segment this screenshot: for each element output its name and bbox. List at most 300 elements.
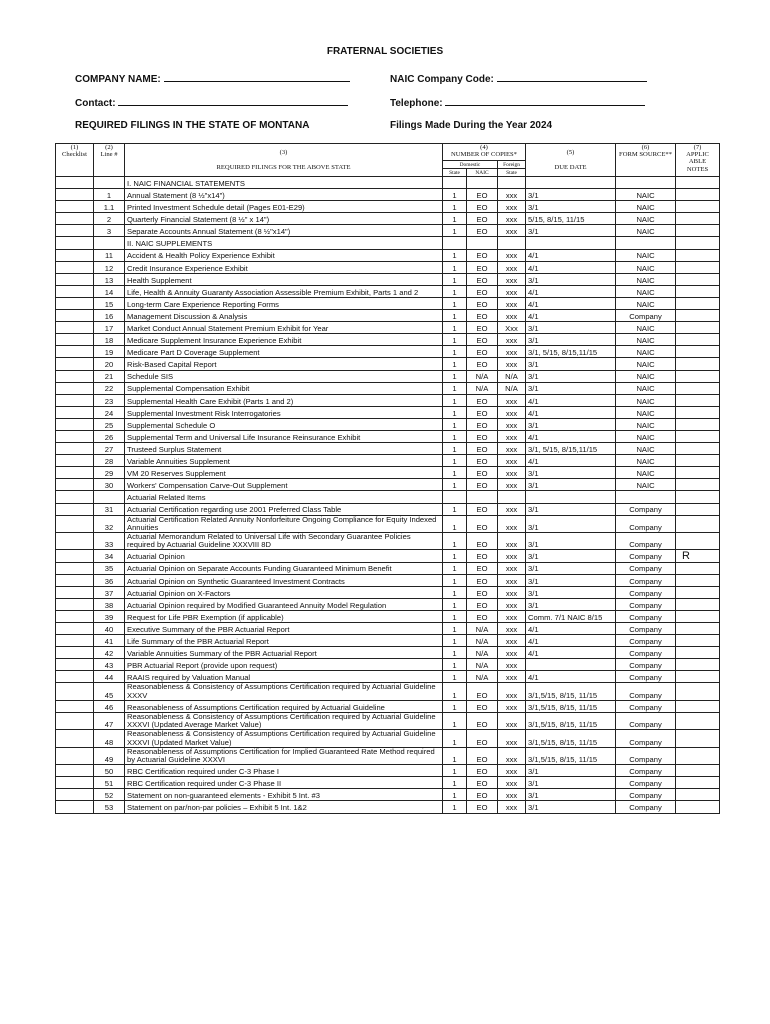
section-row <box>56 491 720 503</box>
line-number-cell: 24 <box>94 406 125 418</box>
notes-cell <box>676 491 720 503</box>
checklist-cell[interactable] <box>56 370 94 382</box>
form-source-cell: Company <box>616 801 676 813</box>
telephone-blank[interactable] <box>445 96 645 106</box>
notes-cell <box>676 635 720 647</box>
naic-copies-cell: EO <box>467 455 498 467</box>
state-copies-cell: 1 <box>443 430 467 442</box>
filing-description-cell: Trusteed Surplus Statement <box>125 443 443 455</box>
checklist-cell[interactable] <box>56 249 94 261</box>
notes-cell <box>676 177 720 189</box>
line-number-cell: 16 <box>94 310 125 322</box>
checklist-cell[interactable] <box>56 533 94 550</box>
table-row <box>56 201 720 213</box>
foreign-copies-cell: xxx <box>498 550 526 562</box>
checklist-cell[interactable] <box>56 261 94 273</box>
col-state-header: State <box>443 169 467 177</box>
contact-blank[interactable] <box>118 96 348 106</box>
foreign-copies-cell: xxx <box>498 562 526 574</box>
col-copies-label: NUMBER OF COPIES* <box>451 151 517 159</box>
line-number-cell: 14 <box>94 285 125 297</box>
due-date-cell: 3/1, 5/15, 8/15,11/15 <box>526 443 616 455</box>
checklist-cell[interactable] <box>56 635 94 647</box>
form-source-cell: NAIC <box>616 455 676 467</box>
state-copies-cell: 1 <box>443 659 467 671</box>
due-date-cell: 3/1 <box>526 201 616 213</box>
checklist-cell[interactable] <box>56 334 94 346</box>
due-date-cell: 4/1 <box>526 394 616 406</box>
form-source-cell: NAIC <box>616 334 676 346</box>
foreign-copies-cell: xxx <box>498 503 526 515</box>
form-source-cell: NAIC <box>616 406 676 418</box>
table-row <box>56 789 720 801</box>
due-date-cell: 4/1 <box>526 310 616 322</box>
form-source-cell: NAIC <box>616 418 676 430</box>
foreign-copies-cell: N/A <box>498 382 526 394</box>
checklist-cell[interactable] <box>56 610 94 622</box>
filing-description-cell: Actuarial Opinion required by Modified Guaranteed Annuity Model Regulation <box>125 598 443 610</box>
line-number-cell: 26 <box>94 430 125 442</box>
state-copies-cell: 1 <box>443 467 467 479</box>
due-date-cell: 3/1 <box>526 467 616 479</box>
foreign-copies-cell: xxx <box>498 574 526 586</box>
foreign-copies-cell: xxx <box>498 610 526 622</box>
notes-cell <box>676 550 720 562</box>
form-source-cell: Company <box>616 647 676 659</box>
col-foreign-header: Foreign <box>498 161 526 169</box>
form-source-cell: Company <box>616 503 676 515</box>
foreign-copies-cell: xxx <box>498 225 526 237</box>
filing-description-cell: Life Summary of the PBR Actuarial Report <box>125 635 443 647</box>
foreign-copies-cell <box>498 491 526 503</box>
notes-cell <box>676 479 720 491</box>
checklist-cell[interactable] <box>56 189 94 201</box>
table-row <box>56 370 720 382</box>
line-number-cell: 2 <box>94 213 125 225</box>
note-mark: R <box>682 550 690 563</box>
checklist-cell[interactable] <box>56 346 94 358</box>
notes-cell <box>676 647 720 659</box>
due-date-cell: 3/1 <box>526 358 616 370</box>
state-copies-cell: 1 <box>443 586 467 598</box>
table-row <box>56 310 720 322</box>
notes-cell <box>676 747 720 764</box>
form-source-cell: NAIC <box>616 322 676 334</box>
checklist-cell[interactable] <box>56 406 94 418</box>
due-date-cell: 4/1 <box>526 406 616 418</box>
due-date-cell <box>526 491 616 503</box>
foreign-copies-cell: xxx <box>498 777 526 789</box>
filing-description-cell: Statement on par/non-par policies – Exhibit 5 Int. 1&2 <box>125 801 443 813</box>
checklist-cell[interactable] <box>56 586 94 598</box>
state-copies-cell: 1 <box>443 443 467 455</box>
checklist-cell[interactable] <box>56 273 94 285</box>
line-number-cell: 17 <box>94 322 125 334</box>
checklist-cell[interactable] <box>56 700 94 712</box>
filing-description-cell: Variable Annuities Supplement <box>125 455 443 467</box>
form-source-cell: Company <box>616 777 676 789</box>
naic-copies-cell: EO <box>467 550 498 562</box>
form-source-cell: Company <box>616 671 676 683</box>
naic-copies-cell: EO <box>467 418 498 430</box>
foreign-copies-cell <box>498 237 526 249</box>
page-title: FRATERNAL SOCIETIES <box>326 46 444 57</box>
naic-copies-cell: EO <box>467 503 498 515</box>
checklist-cell[interactable] <box>56 297 94 309</box>
due-date-cell: 4/1 <box>526 647 616 659</box>
line-number-cell: 50 <box>94 765 125 777</box>
checklist-cell[interactable] <box>56 213 94 225</box>
form-source-cell: Company <box>616 562 676 574</box>
filing-description-cell: Long-term Care Experience Reporting Forms <box>125 297 443 309</box>
notes-cell <box>676 455 720 467</box>
naic-copies-cell: N/A <box>467 370 498 382</box>
col-filings-num: (3) <box>279 148 288 156</box>
state-copies-cell: 1 <box>443 533 467 550</box>
line-number-cell: 1 <box>94 189 125 201</box>
notes-cell <box>676 370 720 382</box>
form-source-cell: Company <box>616 659 676 671</box>
naic-copies-cell: EO <box>467 201 498 213</box>
due-date-cell: 3/1 <box>526 789 616 801</box>
checklist-cell[interactable] <box>56 623 94 635</box>
naic-copies-cell: EO <box>467 789 498 801</box>
foreign-copies-cell: xxx <box>498 586 526 598</box>
notes-cell <box>676 623 720 635</box>
foreign-copies-cell: xxx <box>498 801 526 813</box>
foreign-copies-cell: Xxx <box>498 322 526 334</box>
checklist-cell[interactable] <box>56 358 94 370</box>
foreign-copies-cell: xxx <box>498 479 526 491</box>
checklist-cell[interactable] <box>56 491 94 503</box>
state-copies-cell: 1 <box>443 574 467 586</box>
form-source-cell: NAIC <box>616 382 676 394</box>
checklist-cell[interactable] <box>56 747 94 764</box>
naic-copies-cell: N/A <box>467 635 498 647</box>
col-line-label: Line # <box>100 151 118 159</box>
foreign-copies-cell: xxx <box>498 533 526 550</box>
checklist-cell[interactable] <box>56 455 94 467</box>
state-copies-cell: 1 <box>443 455 467 467</box>
state-copies-cell: 1 <box>443 273 467 285</box>
checklist-cell[interactable] <box>56 801 94 813</box>
checklist-cell[interactable] <box>56 671 94 683</box>
naic-copies-cell: EO <box>467 213 498 225</box>
form-source-cell: Company <box>616 712 676 729</box>
filing-description-cell: Actuarial Certification regarding use 2001 Preferred Class Table <box>125 503 443 515</box>
state-copies-cell: 1 <box>443 418 467 430</box>
table-row <box>56 598 720 610</box>
notes-cell <box>676 777 720 789</box>
filing-description-cell: Actuarial Memorandum Related to Universal Life with Secondary Guarantee Policies required by Actuarial Guideline XXXVIII 8D <box>125 533 443 550</box>
state-copies-cell <box>443 237 467 249</box>
naic-copies-cell: EO <box>467 189 498 201</box>
contact-label: Contact: <box>75 98 116 109</box>
foreign-copies-cell: xxx <box>498 213 526 225</box>
table-row <box>56 712 720 729</box>
naic-copies-cell: EO <box>467 479 498 491</box>
checklist-cell[interactable] <box>56 562 94 574</box>
state-copies-cell: 1 <box>443 358 467 370</box>
state-copies-cell: 1 <box>443 406 467 418</box>
col-notes-header <box>676 144 720 177</box>
filing-description-cell: Risk-Based Capital Report <box>125 358 443 370</box>
filing-description-cell: Annual Statement (8 ½"x14") <box>125 189 443 201</box>
filing-description-cell: RAAIS required by Valuation Manual <box>125 671 443 683</box>
notes-cell <box>676 610 720 622</box>
checklist-cell[interactable] <box>56 712 94 729</box>
checklist-cell[interactable] <box>56 765 94 777</box>
table-row <box>56 285 720 297</box>
table-row <box>56 515 720 532</box>
table-row <box>56 550 720 562</box>
notes-cell <box>676 562 720 574</box>
due-date-cell: 4/1 <box>526 249 616 261</box>
filing-description-cell: Printed Investment Schedule detail (Pages E01-E29) <box>125 201 443 213</box>
state-copies-cell: 1 <box>443 249 467 261</box>
line-number-cell: 34 <box>94 550 125 562</box>
state-copies-cell: 1 <box>443 801 467 813</box>
filing-description-cell: RBC Certification required under C-3 Phase I <box>125 765 443 777</box>
state-copies-cell: 1 <box>443 310 467 322</box>
table-row <box>56 777 720 789</box>
telephone-field[interactable] <box>390 96 645 109</box>
due-date-cell: 3/1,5/15, 8/15, 11/15 <box>526 700 616 712</box>
filing-description-cell: PBR Actuarial Report (provide upon request) <box>125 659 443 671</box>
naic-code-blank[interactable] <box>497 72 647 82</box>
state-copies-cell: 1 <box>443 747 467 764</box>
due-date-cell: 4/1 <box>526 297 616 309</box>
naic-copies-cell: EO <box>467 765 498 777</box>
checklist-cell[interactable] <box>56 503 94 515</box>
checklist-cell[interactable] <box>56 467 94 479</box>
table-row <box>56 635 720 647</box>
due-date-cell: 4/1 <box>526 635 616 647</box>
notes-cell <box>676 201 720 213</box>
foreign-copies-cell <box>498 177 526 189</box>
due-date-cell: 3/1,5/15, 8/15, 11/15 <box>526 712 616 729</box>
filing-description-cell: Supplemental Schedule O <box>125 418 443 430</box>
naic-code-label: NAIC Company Code: <box>390 74 494 85</box>
notes-cell <box>676 467 720 479</box>
notes-cell <box>676 418 720 430</box>
table-row <box>56 562 720 574</box>
checklist-cell[interactable] <box>56 443 94 455</box>
due-date-cell: 3/1 <box>526 418 616 430</box>
col-checklist-label: Checklist <box>62 151 87 159</box>
checklist-cell[interactable] <box>56 310 94 322</box>
naic-copies-cell: EO <box>467 346 498 358</box>
notes-cell <box>676 346 720 358</box>
company-name-label: COMPANY NAME: <box>75 74 161 85</box>
foreign-copies-cell: xxx <box>498 712 526 729</box>
notes-cell <box>676 297 720 309</box>
filing-description-cell: Request for Life PBR Exemption (if applicable) <box>125 610 443 622</box>
naic-copies-cell: EO <box>467 358 498 370</box>
state-copies-cell: 1 <box>443 712 467 729</box>
naic-copies-cell: EO <box>467 394 498 406</box>
naic-copies-cell: N/A <box>467 659 498 671</box>
notes-cell <box>676 213 720 225</box>
filing-description-cell: Reasonableness & Consistency of Assumptions Certification required by Actuarial Guideline XXXVI (Updated Market Value) <box>125 730 443 747</box>
notes-cell <box>676 430 720 442</box>
foreign-copies-cell: xxx <box>498 443 526 455</box>
form-source-cell: Company <box>616 610 676 622</box>
checklist-cell[interactable] <box>56 237 94 249</box>
line-number-cell: 3 <box>94 225 125 237</box>
naic-copies-cell: EO <box>467 515 498 532</box>
checklist-cell[interactable] <box>56 394 94 406</box>
due-date-cell: 3/1 <box>526 801 616 813</box>
checklist-cell[interactable] <box>56 382 94 394</box>
checklist-cell[interactable] <box>56 225 94 237</box>
naic-copies-cell: EO <box>467 730 498 747</box>
naic-copies-cell <box>467 237 498 249</box>
naic-copies-cell: EO <box>467 334 498 346</box>
line-number-cell: 38 <box>94 598 125 610</box>
section-heading: II. NAIC SUPPLEMENTS <box>125 237 443 249</box>
filing-description-cell: Statement on non-guaranteed elements - Exhibit 5 Int. #3 <box>125 789 443 801</box>
filing-description-cell: Workers' Compensation Carve-Out Supplement <box>125 479 443 491</box>
foreign-copies-cell: xxx <box>498 346 526 358</box>
form-source-cell: NAIC <box>616 370 676 382</box>
line-number-cell: 33 <box>94 533 125 550</box>
filing-description-cell: Actuarial Opinion <box>125 550 443 562</box>
naic-code-field[interactable] <box>390 72 647 85</box>
checklist-cell[interactable] <box>56 659 94 671</box>
foreign-copies-cell: xxx <box>498 683 526 700</box>
notes-cell <box>676 310 720 322</box>
checklist-cell[interactable] <box>56 322 94 334</box>
filing-description-cell: Credit Insurance Experience Exhibit <box>125 261 443 273</box>
due-date-cell: 4/1 <box>526 285 616 297</box>
form-source-cell: Company <box>616 683 676 700</box>
checklist-cell[interactable] <box>56 430 94 442</box>
checklist-cell[interactable] <box>56 515 94 532</box>
checklist-cell[interactable] <box>56 777 94 789</box>
col-checklist-num: (1) <box>70 144 79 151</box>
checklist-cell[interactable] <box>56 418 94 430</box>
table-row <box>56 213 720 225</box>
notes-cell <box>676 285 720 297</box>
foreign-copies-cell: xxx <box>498 671 526 683</box>
checklist-cell[interactable] <box>56 683 94 700</box>
naic-copies-cell: N/A <box>467 647 498 659</box>
form-source-cell: NAIC <box>616 285 676 297</box>
table-row <box>56 647 720 659</box>
notes-cell <box>676 394 720 406</box>
form-source-cell: NAIC <box>616 201 676 213</box>
checklist-cell[interactable] <box>56 479 94 491</box>
naic-copies-cell: EO <box>467 801 498 813</box>
state-copies-cell: 1 <box>443 515 467 532</box>
line-number-cell: 49 <box>94 747 125 764</box>
foreign-copies-cell: xxx <box>498 285 526 297</box>
notes-cell <box>676 189 720 201</box>
state-copies-cell: 1 <box>443 598 467 610</box>
form-source-cell: Company <box>616 515 676 532</box>
state-copies-cell: 1 <box>443 700 467 712</box>
state-copies-cell: 1 <box>443 671 467 683</box>
form-source-cell: NAIC <box>616 358 676 370</box>
naic-copies-cell <box>467 177 498 189</box>
notes-cell <box>676 237 720 249</box>
form-source-cell: Company <box>616 765 676 777</box>
foreign-copies-cell: N/A <box>498 370 526 382</box>
form-source-cell: Company <box>616 635 676 647</box>
form-source-cell: NAIC <box>616 249 676 261</box>
form-source-cell: NAIC <box>616 213 676 225</box>
contact-field[interactable] <box>75 96 348 109</box>
state-copies-cell: 1 <box>443 346 467 358</box>
form-source-cell: Company <box>616 574 676 586</box>
naic-copies-cell: EO <box>467 406 498 418</box>
state-copies-cell: 1 <box>443 261 467 273</box>
line-number-cell: 47 <box>94 712 125 729</box>
table-row <box>56 418 720 430</box>
due-date-cell: 3/1 <box>526 598 616 610</box>
col-source-num: (6) <box>641 144 650 151</box>
table-row <box>56 297 720 309</box>
state-copies-cell: 1 <box>443 550 467 562</box>
checklist-cell[interactable] <box>56 730 94 747</box>
due-date-cell: 3/1 <box>526 765 616 777</box>
checklist-cell[interactable] <box>56 201 94 213</box>
table-row <box>56 225 720 237</box>
filing-description-cell: Life, Health & Annuity Guaranty Association Assessible Premium Exhibit, Parts 1 and 2 <box>125 285 443 297</box>
naic-copies-cell: EO <box>467 467 498 479</box>
company-name-blank[interactable] <box>164 72 350 82</box>
checklist-cell[interactable] <box>56 574 94 586</box>
state-copies-cell: 1 <box>443 322 467 334</box>
form-source-cell: NAIC <box>616 443 676 455</box>
filing-description-cell: Health Supplement <box>125 273 443 285</box>
checklist-cell[interactable] <box>56 789 94 801</box>
notes-cell <box>676 586 720 598</box>
notes-cell <box>676 249 720 261</box>
notes-cell <box>676 443 720 455</box>
notes-cell <box>676 730 720 747</box>
checklist-cell[interactable] <box>56 647 94 659</box>
state-copies-cell: 1 <box>443 213 467 225</box>
checklist-cell[interactable] <box>56 177 94 189</box>
notes-cell <box>676 503 720 515</box>
foreign-copies-cell: xxx <box>498 647 526 659</box>
foreign-copies-cell: xxx <box>498 430 526 442</box>
state-copies-cell: 1 <box>443 647 467 659</box>
filings-table <box>55 143 720 814</box>
line-number-cell: 52 <box>94 789 125 801</box>
naic-copies-cell: EO <box>467 562 498 574</box>
col-due-num: (5) <box>566 148 575 156</box>
col-notes-label: APPLIC ABLE NOTES <box>686 151 709 173</box>
foreign-copies-cell: xxx <box>498 467 526 479</box>
foreign-copies-cell: xxx <box>498 334 526 346</box>
checklist-cell[interactable] <box>56 285 94 297</box>
filing-description-cell: Variable Annuities Summary of the PBR Actuarial Report <box>125 647 443 659</box>
due-date-cell: 3/1,5/15, 8/15, 11/15 <box>526 747 616 764</box>
naic-copies-cell: N/A <box>467 671 498 683</box>
checklist-cell[interactable] <box>56 550 94 562</box>
notes-cell <box>676 382 720 394</box>
state-copies-cell <box>443 177 467 189</box>
checklist-cell[interactable] <box>56 598 94 610</box>
line-number-cell: 35 <box>94 562 125 574</box>
company-name-field[interactable] <box>75 72 350 85</box>
filing-description-cell: Supplemental Health Care Exhibit (Parts 1 and 2) <box>125 394 443 406</box>
naic-copies-cell: EO <box>467 261 498 273</box>
table-row <box>56 346 720 358</box>
